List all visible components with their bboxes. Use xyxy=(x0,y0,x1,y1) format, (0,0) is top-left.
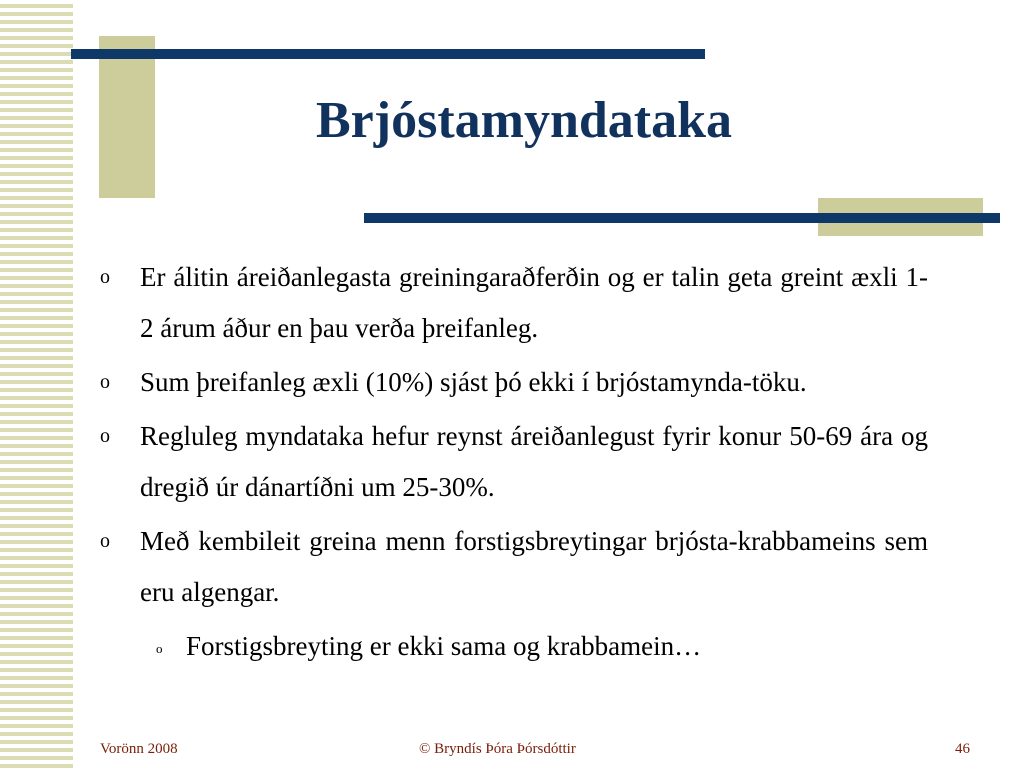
sub-bullet-item xyxy=(100,621,928,672)
circle-bullet-icon: o xyxy=(100,425,110,447)
sub-bullet-text: Forstigsbreyting er ekki sama og krabbamein… xyxy=(186,631,702,661)
bullet-item xyxy=(100,411,928,513)
olive-accent-block-top xyxy=(99,36,155,198)
bullet-text: Er álitin áreiðanlegasta greiningaraðferðin og er talin geta greint æxli 1-2 árum áður en þau verða þreifanleg. xyxy=(140,262,928,343)
circle-bullet-icon: o xyxy=(100,530,110,552)
navy-accent-bar-top xyxy=(71,49,705,59)
bullet-text: Sum þreifanleg æxli (10%) sjást þó ekki í brjóstamynda-töku. xyxy=(140,367,807,397)
footer-author: © Bryndís Þóra Þórsdóttir xyxy=(419,741,576,757)
bullet-text: Regluleg myndataka hefur reynst áreiðanlegust fyrir konur 50-69 ára og dregið úr dánartíðni um 25-30%. xyxy=(140,421,928,502)
bullet-list xyxy=(100,252,928,672)
footer-date: Vorönn 2008 xyxy=(100,741,178,757)
bullet-item xyxy=(100,357,928,408)
circle-bullet-icon: o xyxy=(100,266,110,288)
small-circle-bullet-icon: o xyxy=(156,641,163,656)
circle-bullet-icon: o xyxy=(100,371,110,393)
footer-slide-number: 46 xyxy=(955,741,970,757)
bullet-item xyxy=(100,252,928,354)
bullet-text: Með kembileit greina menn forstigsbreytingar brjósta-krabbameins sem eru algengar. xyxy=(140,526,928,607)
striped-margin-decoration xyxy=(0,0,73,768)
slide-title: Brjóstamyndataka xyxy=(316,92,733,149)
bullet-item xyxy=(100,516,928,618)
navy-accent-bar-right xyxy=(364,213,1000,223)
